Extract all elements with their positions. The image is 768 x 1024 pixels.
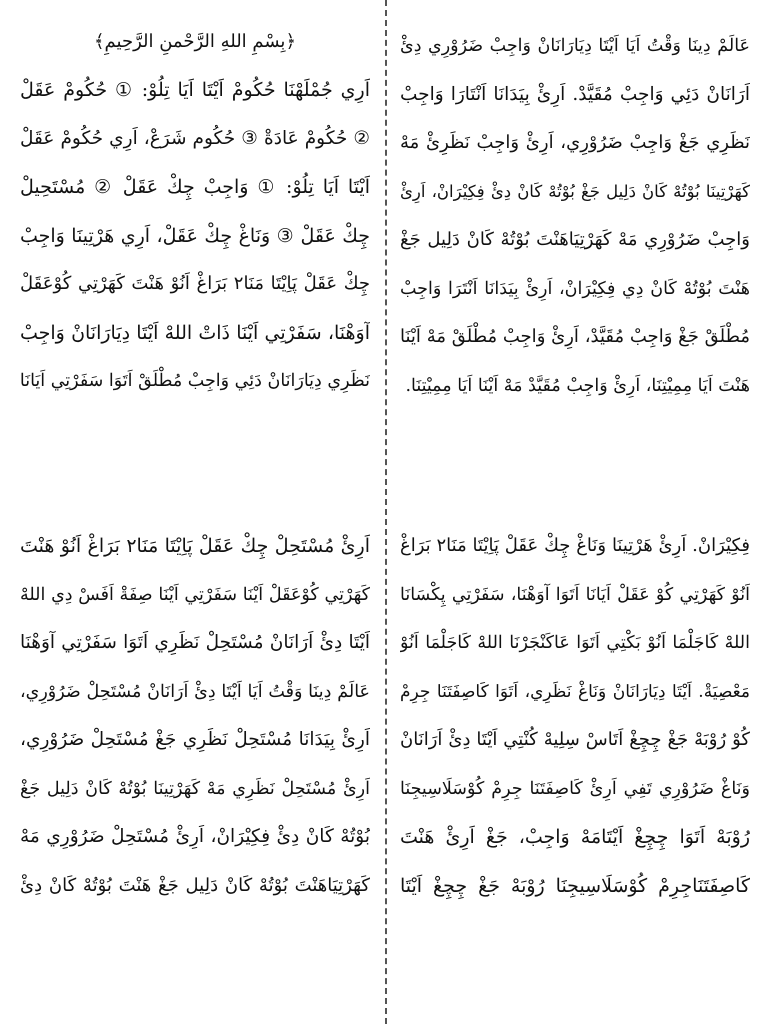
vertical-cut-line <box>385 0 387 1024</box>
text-line: نَظَرِي جَغْ وَاجِبْ ضَرُوْرِي، اَرِئْ وَاجِبْ نَظَرِئْ مَهْ <box>400 132 750 153</box>
text-line: وَاجِبْ ضَرُوْرِي مَهْ كَهَرْتِيَاهَنْتَ بُوْتُهْ كَانْ دَلِيل جَغْ <box>400 229 750 250</box>
text-line: اَرِئْ بِيَدَانَا مُسْتَحِلْ نَظَرِي جَغْ مُسْتَحِلْ ضَرُوْرِي، <box>20 729 370 750</box>
text-line: اَنُوْ كَهَرْتِي كُوْ عَقَلْ اَيَانَا اَتَوَا آوَهْنَا، سَفَرْتِي پِكْسَانَا <box>400 584 750 605</box>
text-line: كَاصِفَتَنَاجِرِمْ كُوْسَلَاسِيجِنَا رُوْبَهْ جَغْ چِچِغْ اَيْتَا <box>400 874 750 897</box>
text-line: اَيْتَا دِئْ اَرَانَانْ مُسْتَحِلْ نَظَرِي اَتَوَا سَفَرْتِي آوَهْنَا <box>20 632 370 653</box>
text-line: اَيْتَا اَيَا تِلُوْ: ① وَاجِبْ چِكْ عَقَلْ ② مُسْتَحِيلْ <box>20 176 370 198</box>
text-line: مُطْلَقْ جَغْ وَاجِبْ مُقَيَّدْ، اَرِئْ وَاجِبْ مُطْلَقْ مَهْ اَيْنَا <box>400 326 750 347</box>
text-line: عَالَمْ دِينَا وَقْتُ اَيَا اَيْتَا دِيَارَانَانْ وَاجِبْ ضَرُوْرِي دِئْ <box>400 36 750 56</box>
text-line: وَنَاغْ ضَرُوْرِي تَفِي اَرِئْ كَاصِفَتَنَا جِرِمْ كُوْسَلَاسِيجِنَا <box>400 778 750 799</box>
text-line: اَرِئْ مُسْتَحِلْ نَظَرِي مَهْ كَهَرْتِينَا بُوْتُهْ كَانْ دَلِيل جَغْ <box>20 778 370 799</box>
text-line: رُوْبَهْ اَتَوَا چِچِغْ اَيْتَامَهْ وَاجِبْ، جَغْ اَرِئْ هَنْتَ <box>400 826 750 848</box>
text-line: كَهَرْتِي كُوْعَقَلْ اَيْنَا سَفَرْتِي اَيْنَا صِفَةْ اَفَسْ دِي اللهْ <box>20 584 370 605</box>
text-line: چِكْ عَقَلْ پَاِيْتَا مَنَا٢ بَرَاغْ اَنُوْ هَنْتَ كَهَرْتِي كُوْعَقَلْ <box>20 273 370 294</box>
panel-top-left <box>20 22 370 462</box>
text-line: چِكْ عَقَلْ ③ وَنَاغْ چِكْ عَقَلْ، اَرِي هَرْتِينَا وَاجِبْ <box>20 224 370 247</box>
panel-top-right <box>400 22 750 462</box>
panel-bottom-left <box>20 522 370 942</box>
text-line: عَالَمْ دِينَا وَقْتُ اَيَا اَيْتَا دِئْ اَرَانَانْ مُسْتَحِلْ ضَرُوْرِي، <box>20 681 370 702</box>
text-line: اَرِي جُمْلَهْنَا حُكُومْ اَيْتَا اَيَا تِلُوْ: ① حُكُومْ عَقَلْ <box>20 79 370 101</box>
text-line: اللهْ كَاجَلْمَا اَنُوْ بَكْتِي اَتَوَا عَاكَنْجَرْنَا اللهْ كَاجَلْمَا اَنُوْ <box>400 633 750 653</box>
text-line: ② حُكُومْ عَادَةْ ③ حُكُوم شَرَعْ، اَرِي حُكُومْ عَقَلْ <box>20 127 370 149</box>
text-line: كَهَرْتِيَاهَنْتَ بُوْتُهْ كَانْ دَلِيل جَغْ هَنْتَ بُوْتُهْ كَانْ دِئْ <box>20 874 370 896</box>
text-line: فِكِيْرَانْ. اَرِئْ هَرْتِينَا وَنَاغْ چِكْ عَقَلْ پَاِيْتَا مَنَا٢ بَرَاغْ <box>400 535 750 556</box>
text-line: آوَهْنَا، سَفَرْتِي اَيْنَا ذَاتْ اللهْ اَيْتَا دِيَارَانَانْ وَاجِبْ <box>20 321 370 344</box>
text-line: اَرَانَانْ دَئِي وَاجِبْ مُقَيَّدْ. اَرِئْ بِيَدَانَا اَنْتَارَا وَاجِبْ <box>400 83 750 105</box>
text-line: كَهَرْتِينَا بُوْتُهْ كَانْ دَلِيل جَغْ بُوْتُهْ كَانْ دِئْ فِكِيْرَانْ، اَرِئْ <box>400 181 750 201</box>
text-line: مَعْصِيَةْ. اَيْتَا دِيَارَانَانْ وَنَاغْ نَظَرِي، اَتَوَا كَاصِفَتَنَا جِرِمْ <box>400 681 750 702</box>
panel-bottom-right <box>400 522 750 942</box>
text-line: هَنْتَ بُوْتُهْ كَانْ دِي فِكِيْرَانْ، اَرِئْ بِيَدَانَا اَنْتَرَا وَاجِبْ <box>400 278 750 299</box>
text-line: اَرِئْ مُسْتَحِلْ چِكْ عَقَلْ پَاِيْتَا مَنَا٢ بَرَاغْ اَنُوْ هَنْتَ <box>20 535 370 557</box>
text-line: بُوْتُهْ كَانْ دِئْ فِكِيْرَانْ، اَرِئْ مُسْتَحِلْ ضَرُوْرِي مَهْ <box>20 826 370 847</box>
text-line: نَظَرِي دِيَارَانَانْ دَئِي وَاجِبْ مُطْلَقْ اَتَوَا سَفَرْتِي اَيَانَا <box>20 371 370 391</box>
text-line: كُوْ رُوْبَهْ جَغْ چِچِغْ اَتَاسْ سِلِيهْ كُنْتِي اَيْتَا دِئْ اَرَانَانْ <box>400 729 750 750</box>
basmala-heading: ﴿بِسْمِ اللهِ الرَّحْمنِ الرَّحِيمِ﴾ <box>93 31 296 52</box>
text-line: هَنْتَ اَيَا مِمِيْتِنَا، اَرِئْ وَاجِبْ مُقَيَّدْ مَهْ اَيْنَا اَيَا مِمِيْتِنَا. <box>405 375 750 396</box>
